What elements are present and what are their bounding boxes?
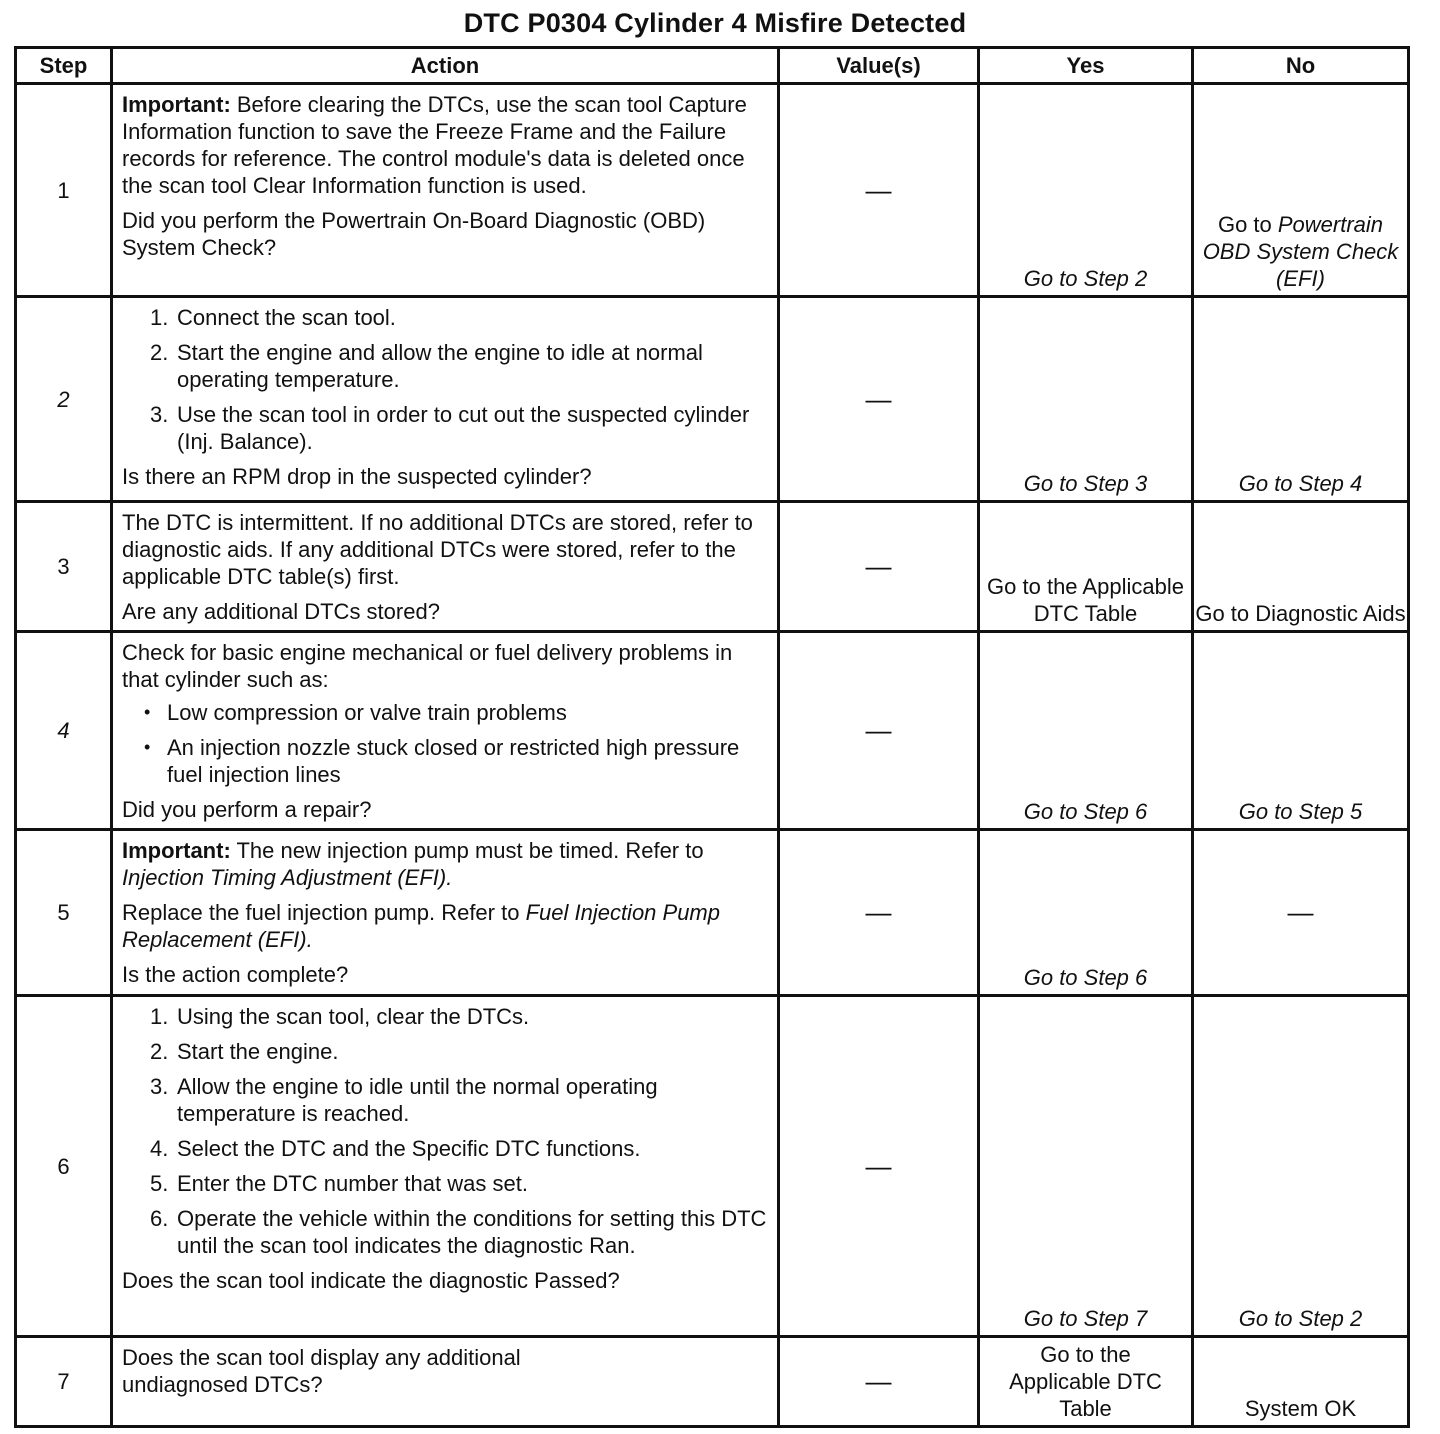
value-cell: —	[779, 632, 979, 830]
yes-cell: Go to Step 2	[979, 84, 1193, 297]
list-item	[150, 1170, 769, 1197]
important-text: The new injection pump must be timed. Refer to	[230, 838, 704, 863]
yes-cell: Go to Step 3	[979, 297, 1193, 502]
list-item-text: Start the engine.	[177, 1039, 339, 1064]
list-number: 2.	[150, 340, 169, 365]
action-text-prefix: Replace the fuel injection pump. Refer to	[122, 900, 526, 925]
list-item-text: Low compression or valve train problems	[167, 700, 567, 725]
list-item-text: An injection nozzle stuck closed or restricted high pressure fuel injection lines	[167, 735, 740, 787]
list-item-text: Select the DTC and the Specific DTC functions.	[177, 1136, 641, 1161]
list-number: 1.	[150, 1004, 169, 1029]
list-number: 3.	[150, 1074, 169, 1099]
action-question: Does the scan tool display any additional undiagnosed DTCs?	[122, 1345, 521, 1397]
action-question: Did you perform the Powertrain On-Board Diagnostic (OBD) System Check?	[122, 208, 706, 260]
action-question: Is there an RPM drop in the suspected cylinder?	[122, 464, 592, 489]
no-cell: —	[1193, 830, 1409, 996]
list-item	[150, 1003, 769, 1030]
header-values: Value(s)	[779, 48, 979, 84]
list-item-text: Operate the vehicle within the conditions for setting this DTC until the scan tool indicates the diagnostic Ran.	[177, 1206, 767, 1258]
step-number: 4	[16, 632, 112, 830]
list-item-text: Enter the DTC number that was set.	[177, 1171, 528, 1196]
action-question: Did you perform a repair?	[122, 797, 372, 822]
action-reference: Fuel Injection Pump Replacement (EFI).	[122, 900, 720, 952]
important-reference: Injection Timing Adjustment (EFI).	[122, 865, 453, 890]
value-cell: —	[779, 84, 979, 297]
list-item-text: Use the scan tool in order to cut out the suspected cylinder (Inj. Balance).	[177, 402, 750, 454]
diagnostic-table	[14, 46, 1410, 1428]
bullet-list	[122, 699, 769, 788]
value-cell: —	[779, 502, 979, 632]
list-item	[150, 339, 769, 393]
header-no: No	[1193, 48, 1409, 84]
list-number: 1.	[150, 305, 169, 330]
step-number: 6	[16, 996, 112, 1337]
list-item-text: Connect the scan tool.	[177, 305, 396, 330]
no-cell: Go to Step 4	[1193, 297, 1409, 502]
list-number: 4.	[150, 1136, 169, 1161]
action-cell	[112, 632, 779, 830]
yes-cell: Go to Step 7	[979, 996, 1193, 1337]
important-label: Important:	[122, 92, 231, 117]
no-cell: System OK	[1193, 1337, 1409, 1427]
important-text: Before clearing the DTCs, use the scan tool Capture Information function to save the Freeze Frame and the Failure records for reference. The control module's data is deleted once the scan tool Clear Information function is used.	[122, 92, 747, 198]
value-cell: —	[779, 830, 979, 996]
important-note	[122, 837, 769, 891]
yes-cell: Go to Step 6	[979, 632, 1193, 830]
header-row	[16, 48, 1409, 84]
list-number: 5.	[150, 1171, 169, 1196]
action-question: Is the action complete?	[122, 962, 349, 987]
list-item	[150, 304, 769, 331]
no-cell: Go to Step 5	[1193, 632, 1409, 830]
header-action: Action	[112, 48, 779, 84]
action-cell	[112, 297, 779, 502]
no-prefix: Go to	[1217, 212, 1278, 237]
action-text: The DTC is intermittent. If no additional DTCs are stored, refer to diagnostic aids. If any additional DTCs were stored, refer to the applicable DTC table(s) first.	[122, 510, 753, 589]
table-row	[16, 84, 1409, 297]
action-cell	[112, 996, 779, 1337]
yes-cell: Go to Step 6	[979, 830, 1193, 996]
table-row	[16, 1337, 1409, 1427]
step-number: 7	[16, 1337, 112, 1427]
numbered-list	[122, 1003, 769, 1259]
no-cell: Go to Step 2	[1193, 996, 1409, 1337]
table-row	[16, 502, 1409, 632]
list-number: 3.	[150, 402, 169, 427]
no-cell	[1193, 84, 1409, 297]
list-item-text: Using the scan tool, clear the DTCs.	[177, 1004, 530, 1029]
list-item-text: Start the engine and allow the engine to idle at normal operating temperature.	[177, 340, 703, 392]
value-cell: —	[779, 297, 979, 502]
action-cell	[112, 1337, 779, 1427]
step-number: 2	[16, 297, 112, 502]
step-number: 5	[16, 830, 112, 996]
bullet-icon: •	[144, 737, 151, 757]
yes-cell: Go to the Applicable DTC Table	[979, 1337, 1193, 1427]
action-cell	[112, 502, 779, 632]
action-cell	[112, 84, 779, 297]
list-item	[150, 401, 769, 455]
list-item	[140, 699, 769, 726]
list-item	[150, 1135, 769, 1162]
action-question: Does the scan tool indicate the diagnostic Passed?	[122, 1268, 620, 1293]
list-item	[150, 1205, 769, 1259]
header-yes: Yes	[979, 48, 1193, 84]
list-number: 6.	[150, 1206, 169, 1231]
page-title: DTC P0304 Cylinder 4 Misfire Detected	[463, 8, 967, 38]
table-row	[16, 632, 1409, 830]
step-number: 3	[16, 502, 112, 632]
important-label: Important:	[122, 838, 231, 863]
value-cell: —	[779, 996, 979, 1337]
no-link-text: Powertrain OBD System Check (EFI)	[1202, 212, 1399, 291]
step-number: 1	[16, 84, 112, 297]
list-item	[150, 1038, 769, 1065]
list-number: 2.	[150, 1039, 169, 1064]
important-note	[122, 91, 769, 199]
list-item-text: Allow the engine to idle until the normal operating temperature is reached.	[177, 1074, 658, 1126]
list-item	[150, 1073, 769, 1127]
action-text: Check for basic engine mechanical or fuel delivery problems in that cylinder such as:	[122, 640, 733, 692]
value-cell: —	[779, 1337, 979, 1427]
action-question: Are any additional DTCs stored?	[122, 599, 440, 624]
action-cell	[112, 830, 779, 996]
numbered-list	[122, 304, 769, 455]
yes-cell: Go to the Applicable DTC Table	[979, 502, 1193, 632]
no-cell: Go to Diagnostic Aids	[1193, 502, 1409, 632]
table-row	[16, 996, 1409, 1337]
table-row	[16, 297, 1409, 502]
table-row	[16, 830, 1409, 996]
action-text	[122, 899, 769, 953]
bullet-icon: •	[144, 702, 151, 722]
list-item	[140, 734, 769, 788]
header-step: Step	[16, 48, 112, 84]
